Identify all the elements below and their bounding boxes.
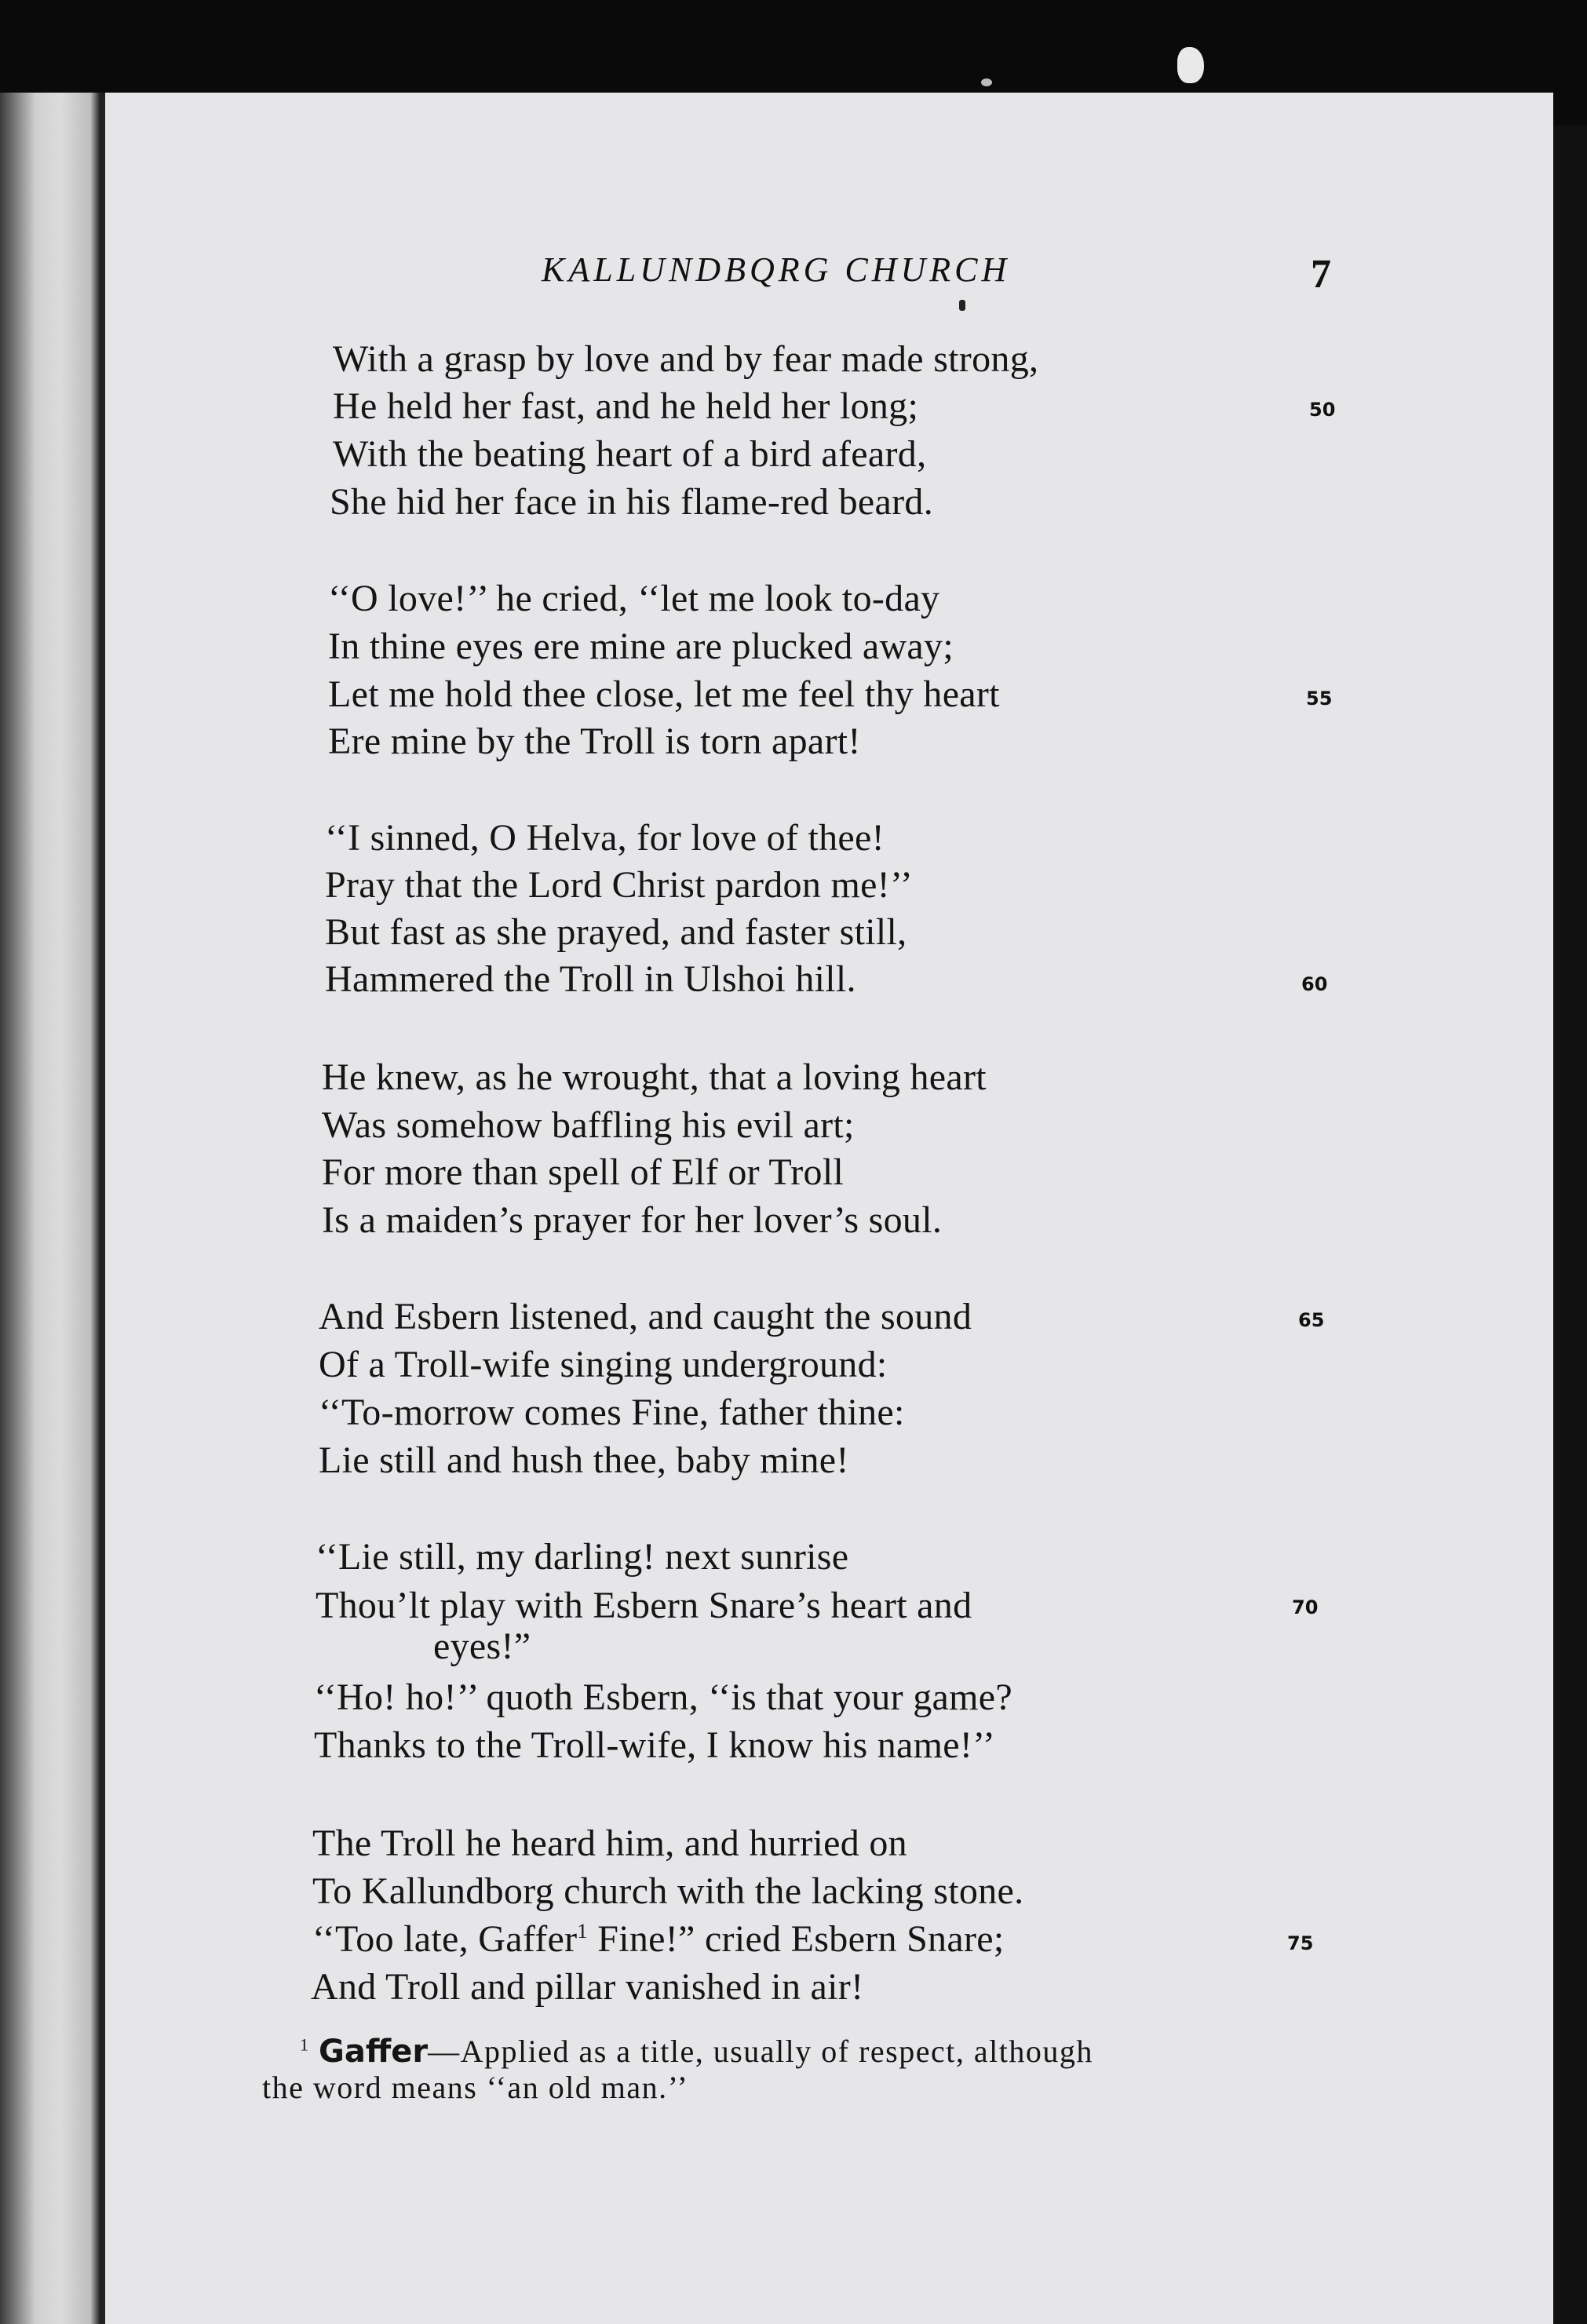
- footnote-number: 1: [300, 2034, 310, 2055]
- line-number: 70: [1292, 1596, 1319, 1618]
- footnote: [300, 2033, 1093, 2070]
- poem-line: Let me hold thee close, let me feel thy heart: [328, 673, 1000, 715]
- poem-line: The Troll he heard him, and hurried on: [312, 1822, 907, 1864]
- poem-line: With a grasp by love and by fear made strong,: [333, 338, 1039, 380]
- line-number: 75: [1287, 1932, 1314, 1954]
- poem-line: Lie still and hush thee, baby mine!: [319, 1439, 849, 1481]
- poem-line: Thou’lt play with Esbern Snare’s heart and: [316, 1585, 972, 1626]
- scan-border: [1549, 126, 1587, 2324]
- scan-speck: [981, 78, 992, 86]
- poem-line: Ere mine by the Troll is torn apart!: [328, 721, 861, 762]
- footnote-term: Gaffer: [319, 2034, 429, 2070]
- poem-line: eyes!”: [433, 1625, 531, 1667]
- poem-line: ‘‘To-morrow comes Fine, father thine:: [319, 1392, 905, 1433]
- footnote-text: —Applied as a title, usually of respect, although: [428, 2034, 1093, 2069]
- poem-line: Pray that the Lord Christ pardon me!’’: [325, 864, 913, 906]
- poem-line: ‘‘I sinned, O Helva, for love of thee!: [325, 817, 885, 859]
- poem-line: He held her fast, and he held her long;: [333, 385, 919, 427]
- poem-line: ‘‘O love!’’ he cried, ‘‘let me look to-day: [328, 578, 940, 619]
- poem-line: Thanks to the Troll-wife, I know his name!’’: [314, 1724, 996, 1766]
- poem-line: With the beating heart of a bird afeard,: [333, 433, 927, 475]
- running-title: KALLUNDBQRG CHURCH: [542, 250, 1011, 289]
- poem-line: ‘‘Ho! ho!’’ quoth Esbern, ‘‘is that your game?: [314, 1676, 1012, 1718]
- scan-speck: [1177, 47, 1204, 83]
- poem-line: ‘‘Lie still, my darling! next sunrise: [316, 1536, 849, 1578]
- poem-line: She hid her face in his flame-red beard.: [330, 481, 934, 523]
- poem-line: He knew, as he wrought, that a loving heart: [322, 1056, 987, 1098]
- footnote-continued: the word means ‘‘an old man.’’: [262, 2070, 689, 2105]
- poem-line: To Kallundborg church with the lacking stone.: [312, 1870, 1024, 1912]
- ink-dot: [959, 300, 965, 311]
- poem-line: ‘‘Too late, Gaffer$^1$ Fine!” cried Esbern Snare;: [312, 1918, 1005, 1960]
- poem-line: For more than spell of Elf or Troll: [322, 1151, 845, 1193]
- poem-line: Is a maiden’s prayer for her lover’s soul.: [322, 1199, 943, 1241]
- line-number: 60: [1301, 973, 1328, 995]
- poem-line: Was somehow baffling his evil art;: [322, 1104, 855, 1146]
- poem-line: Hammered the Troll in Ulshoi hill.: [325, 958, 856, 1000]
- line-number: 65: [1298, 1309, 1325, 1331]
- facing-page-edge: [0, 93, 100, 2324]
- poem-line: But fast as she prayed, and faster still,: [325, 911, 907, 953]
- poem-line: And Esbern listened, and caught the sound: [319, 1296, 972, 1337]
- page-number: 7: [1311, 252, 1331, 297]
- line-number: 50: [1309, 399, 1336, 421]
- line-number: 55: [1306, 688, 1333, 710]
- footnote-marker: 1: [577, 1919, 588, 1943]
- poem-line: In thine eyes ere mine are plucked away;: [328, 626, 954, 667]
- poem-line: And Troll and pillar vanished in air!: [311, 1966, 864, 2008]
- poem-line: Of a Troll-wife singing underground:: [319, 1344, 888, 1385]
